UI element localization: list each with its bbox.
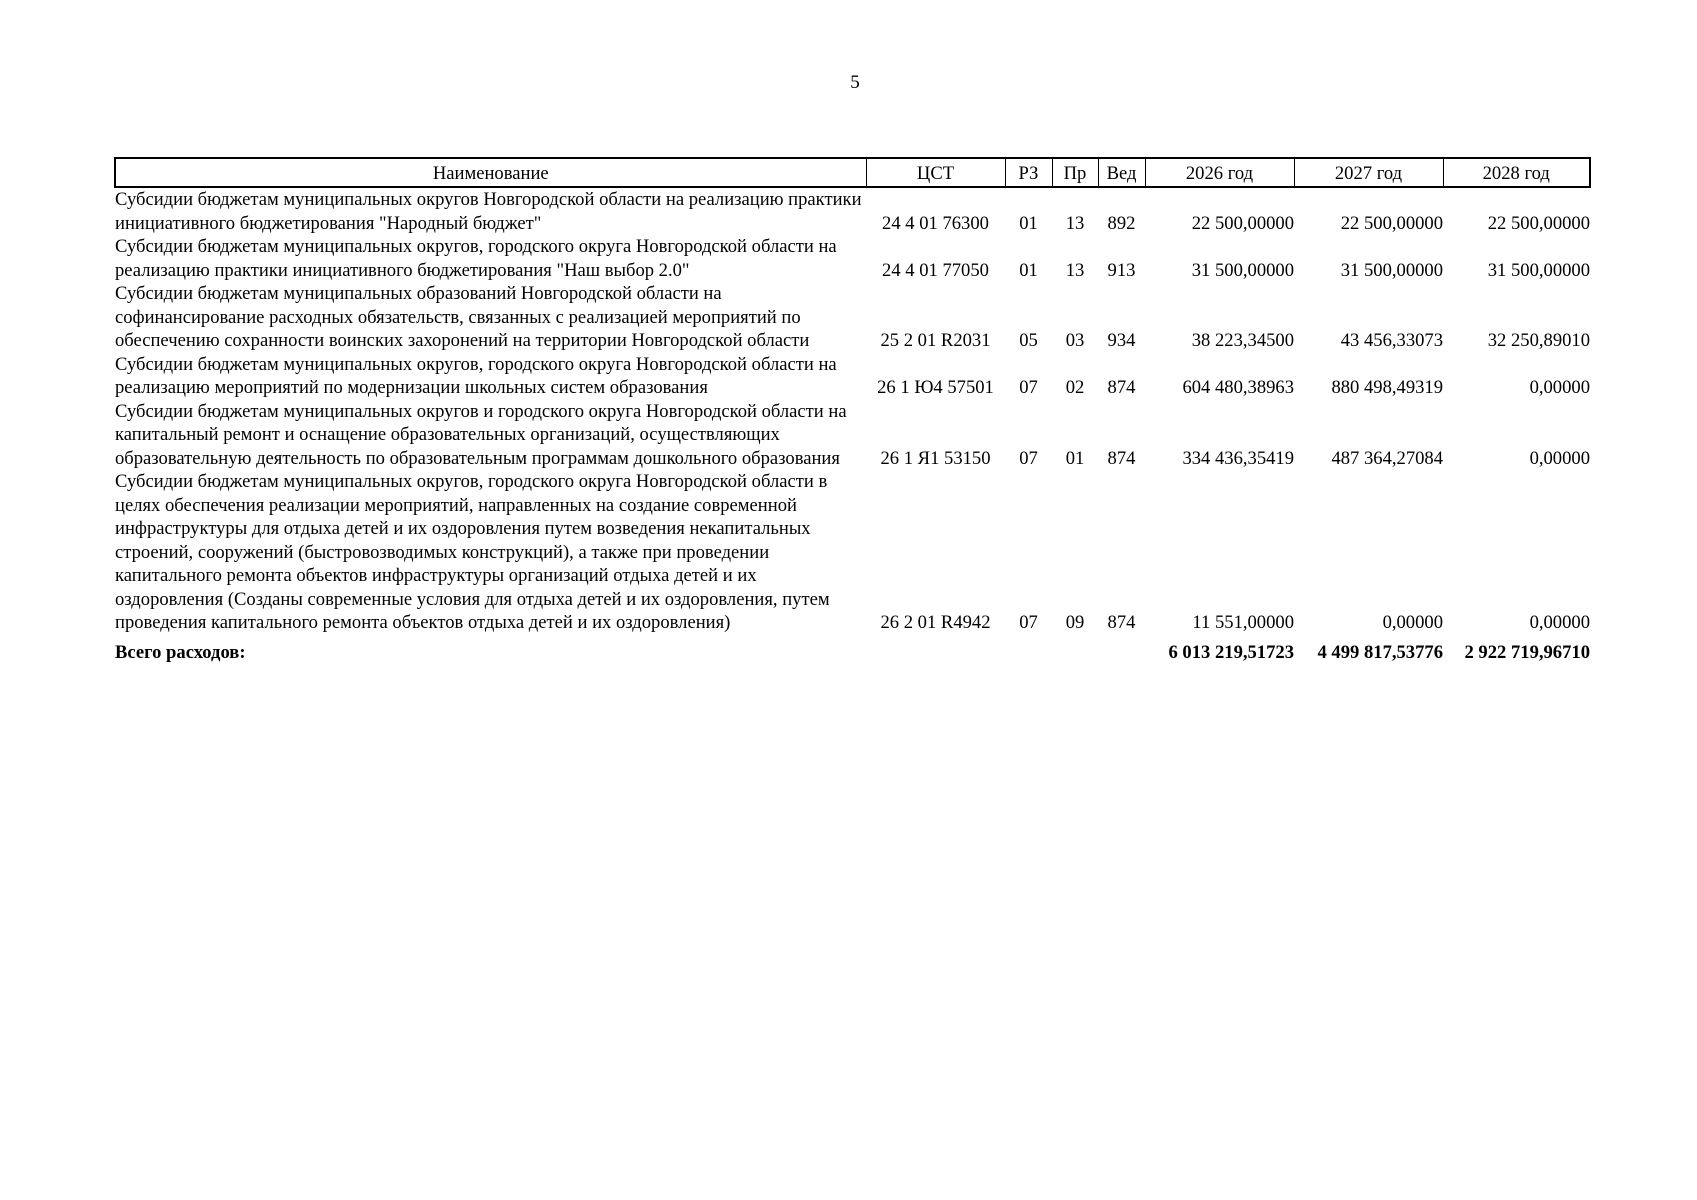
row-2026: 22 500,00000 [1191, 212, 1294, 234]
row-pr: 01 [1065, 447, 1085, 469]
row-pr: 13 [1065, 212, 1085, 234]
row-pr: 02 [1065, 377, 1085, 398]
table-row [115, 400, 1590, 471]
row-name: Субсидии бюджетам муниципальных образований Новгородской области на софинансирование расходных обязательств, связанных с реализацией мероприятий по обеспечению сохранности воинских захоронений на территории Новгородской области [115, 283, 810, 351]
row-ved: 913 [1107, 259, 1136, 281]
row-name: Субсидии бюджетам муниципальных округов, городского округа Новгородской области на реализацию практики инициативного бюджетирования "Наш выбор 2.0" [115, 236, 837, 281]
total-2028: 2 922 719,96710 [1464, 641, 1590, 663]
budget-table [114, 157, 1591, 664]
row-2027: 880 498,49319 [1331, 377, 1443, 398]
header-ved: Вед [1098, 158, 1145, 187]
row-2028: 31 500,00000 [1487, 259, 1590, 281]
row-2028: 22 500,00000 [1487, 212, 1590, 234]
row-cst: 26 1 Я1 53150 [880, 447, 991, 469]
row-ved: 934 [1107, 330, 1136, 351]
table-row [115, 282, 1590, 353]
header-pr: Пр [1052, 158, 1098, 187]
total-2026: 6 013 219,51723 [1168, 641, 1294, 663]
total-empty-pr [1052, 635, 1098, 665]
header-2026: 2026 год [1145, 158, 1294, 187]
row-name: Субсидии бюджетам муниципальных округов и городского округа Новгородской области на капитальный ремонт и оснащение образовательных организаций, осуществляющих образовательную деятельность по образовательным программам дошкольного образования [115, 400, 847, 469]
table-row [115, 353, 1590, 400]
row-2028: 32 250,89010 [1487, 330, 1590, 351]
row-ved: 874 [1107, 377, 1136, 398]
total-empty-cst [866, 635, 1005, 665]
row-cst: 24 4 01 77050 [882, 259, 989, 281]
row-2028: 0,00000 [1529, 377, 1590, 398]
total-empty-rz [1005, 635, 1052, 665]
row-2026: 38 223,34500 [1191, 330, 1294, 351]
row-rz: 07 [1019, 612, 1038, 633]
row-2026: 11 551,00000 [1192, 612, 1294, 633]
row-cst: 26 2 01 R4942 [880, 612, 991, 633]
header-rz: РЗ [1005, 158, 1052, 187]
row-2026: 334 436,35419 [1182, 447, 1294, 469]
row-2027: 487 364,27084 [1331, 447, 1443, 469]
header-name: Наименование [115, 158, 866, 187]
row-rz: 01 [1019, 259, 1038, 281]
row-2027: 22 500,00000 [1340, 212, 1443, 234]
page-number: 5 [850, 72, 860, 93]
table-row [115, 235, 1590, 282]
row-pr: 09 [1065, 612, 1085, 633]
row-2026: 604 480,38963 [1182, 377, 1294, 398]
row-rz: 05 [1019, 330, 1038, 351]
row-cst: 25 2 01 R2031 [880, 330, 991, 351]
row-name: Субсидии бюджетам муниципальных округов Новгородской области на реализацию практики инициативного бюджетирования "Народный бюджет" [115, 189, 862, 234]
table-row [115, 187, 1590, 235]
total-label: Всего расходов: [115, 641, 246, 663]
row-2028: 0,00000 [1529, 447, 1590, 469]
row-2027: 0,00000 [1382, 612, 1443, 633]
row-rz: 01 [1019, 212, 1038, 234]
header-cst: ЦСТ [866, 158, 1005, 187]
row-2028: 0,00000 [1529, 612, 1590, 633]
header-2028: 2028 год [1443, 158, 1590, 187]
row-cst: 24 4 01 76300 [882, 212, 989, 234]
total-row [115, 635, 1590, 665]
row-rz: 07 [1019, 377, 1038, 398]
header-2027: 2027 год [1294, 158, 1443, 187]
row-ved: 874 [1107, 612, 1136, 633]
table-row [115, 470, 1590, 635]
row-pr: 13 [1065, 259, 1085, 281]
table-header-row [115, 158, 1590, 187]
row-2026: 31 500,00000 [1191, 259, 1294, 281]
row-rz: 07 [1019, 447, 1038, 469]
row-2027: 43 456,33073 [1340, 330, 1443, 351]
total-empty-ved [1098, 635, 1145, 665]
total-2027: 4 499 817,53776 [1317, 641, 1443, 663]
row-name: Субсидии бюджетам муниципальных округов, городского округа Новгородской области в целях обеспечения реализации мероприятий, направленных на создание современной инфраструктуры для отдыха детей и их оздоровления путем возведения некапитальных строений, сооружений (быстровозводимых конструкций), а также при проведении капитального ремонта объектов инфраструктуры организаций отдыха детей и их оздоровления (Созданы современные условия для отдыха детей и их оздоровления, путем проведения капитального ремонта объектов отдыха детей и их оздоровления) [115, 471, 830, 633]
row-ved: 874 [1107, 447, 1136, 469]
row-ved: 892 [1107, 212, 1136, 234]
row-name: Субсидии бюджетам муниципальных округов, городского округа Новгородской области на реализацию мероприятий по модернизации школьных систем образования [115, 353, 837, 398]
row-pr: 03 [1065, 330, 1085, 351]
row-cst: 26 1 Ю4 57501 [877, 377, 994, 398]
row-2027: 31 500,00000 [1340, 259, 1443, 281]
